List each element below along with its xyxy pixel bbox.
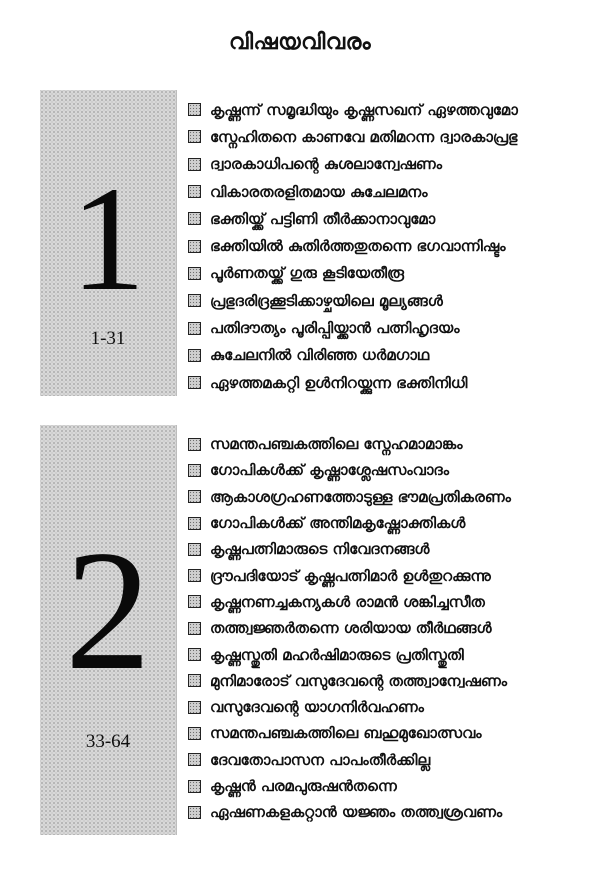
square-bullet-icon (188, 158, 201, 171)
square-bullet-icon (188, 648, 201, 661)
section-number: 1 (70, 156, 146, 322)
square-bullet-icon (188, 806, 201, 819)
toc-item (188, 694, 511, 720)
square-bullet-icon (188, 267, 201, 280)
square-bullet-icon (188, 349, 201, 362)
toc-item (188, 314, 518, 341)
toc-item (188, 260, 518, 287)
toc-item (188, 773, 511, 799)
toc-item (188, 342, 518, 369)
toc-item (188, 668, 511, 694)
toc-item (188, 457, 511, 483)
toc-item-title: ഏഷണകളകറ്റാൻ യജ്ഞം തത്ത്വശ്രവണം (210, 803, 503, 822)
toc-list (188, 431, 511, 825)
square-bullet-icon (188, 517, 201, 530)
square-bullet-icon (188, 240, 201, 253)
toc-item-title: കുചേലനിൽ വിരിഞ്ഞ ധർമഗാഥ (210, 346, 430, 365)
toc-item-title: ദ്വാരകാധിപന്റെ കുശലാന്വേഷണം (210, 155, 442, 174)
section-number-panel (40, 90, 177, 396)
square-bullet-icon (188, 543, 201, 556)
toc-item (188, 562, 511, 588)
toc-item-title: ഭക്തിയ്ക്ക് പട്ടിണി തീർക്കാനാവുമോ (210, 209, 436, 228)
toc-item-title: പൂർണതയ്ക്ക് ഗുരു കൂടിയേതീരൂ (210, 264, 404, 283)
toc-item-title: കൃഷ്ണൻ പരമപുരുഷൻതന്നെ (210, 777, 397, 795)
square-bullet-icon (188, 376, 201, 389)
square-bullet-icon (188, 701, 201, 714)
toc-item (188, 747, 511, 773)
toc-item (188, 799, 511, 825)
toc-section-1 (40, 90, 580, 396)
toc-list (188, 96, 518, 396)
toc-item-title: വികാരതരളിതമായ കുചേലമനം (210, 182, 428, 201)
toc-item-title: പ്രഭുദരിദ്രക്കൂടിക്കാഴ്ചയിലെ മൂല്യങ്ങൾ (210, 291, 443, 310)
page-title: വിഷയവിവരം (228, 30, 372, 55)
square-bullet-icon (188, 595, 201, 608)
toc-item-title: ആകാശഗ്രഹണത്തോടുള്ള ഭൗമപ്രതികരണം (210, 487, 511, 506)
square-bullet-icon (188, 490, 201, 503)
toc-item-title: ഗോപികൾക്ക് അന്തിമകൃഷ്ണോക്തികൾ (210, 514, 466, 533)
square-bullet-icon (188, 674, 201, 687)
toc-item-title: കൃഷ്ണസ്തുതി മഹർഷിമാരുടെ പ്രതിസ്തുതി (210, 645, 464, 664)
toc-item (188, 96, 518, 123)
toc-item-title: ദേവതോപാസന പാപംതീർക്കില്ല (210, 750, 431, 769)
square-bullet-icon (188, 780, 201, 793)
toc-item (188, 287, 518, 314)
toc-item (188, 431, 511, 457)
toc-item (188, 510, 511, 536)
toc-item (188, 641, 511, 667)
toc-section-2 (40, 425, 580, 835)
toc-item (188, 232, 518, 259)
section-page-range: 33-64 (85, 731, 131, 752)
square-bullet-icon (188, 294, 201, 307)
toc-item (188, 615, 511, 641)
toc-item-title: ഗോപികൾക്ക് കൃഷ്ണാശ്ലേഷസംവാദം (210, 461, 449, 480)
toc-item (188, 536, 511, 562)
section-number: 2 (65, 516, 151, 706)
square-bullet-icon (188, 727, 201, 740)
toc-item-title: കൃഷ്ണനണച്ചകന്യകൾ രാമൻ ശങ്കിച്ചസീത (210, 592, 485, 611)
toc-item-title: പതിദൗത്യം പൂരിപ്പിയ്ക്കാൻ പത്നിഹൃദയം (210, 319, 460, 338)
toc-item (188, 151, 518, 178)
square-bullet-icon (188, 753, 201, 766)
toc-item-title: കൃഷ്ണപത്നിമാരുടെ നിവേദനങ്ങൾ (210, 540, 430, 559)
toc-item-title: ഭക്തിയിൽ കുതിർത്തതുതന്നെ ഭഗവാന്നിഷ്ടം (210, 237, 506, 256)
square-bullet-icon (188, 464, 201, 477)
toc-item (188, 205, 518, 232)
square-bullet-icon (188, 569, 201, 582)
toc-item (188, 178, 518, 205)
toc-item-title: വസുദേവന്റെ യാഗനിർവഹണം (210, 698, 424, 717)
toc-item-title: ഏഴത്തമകറ്റി ഉൾനിറയ്ക്കുന്ന ഭക്തിനിധി (210, 373, 468, 392)
toc-item-title: ദ്രൗപദിയോട് കൃഷ്ണപത്നിമാർ ഉൾതുറക്കുന്നു (210, 566, 491, 585)
square-bullet-icon (188, 212, 201, 225)
toc-item-title: തത്ത്വജ്ഞർതന്നെ ശരിയായ തീർഥങ്ങൾ (210, 619, 492, 638)
toc-item-title: സമന്തപഞ്ചകത്തിലെ ബഹുമുഖോത്സവം (210, 724, 482, 743)
section-number-panel (40, 425, 177, 835)
square-bullet-icon (188, 622, 201, 635)
toc-item (188, 369, 518, 396)
toc-item (188, 484, 511, 510)
toc-item-title: കൃഷ്ണന്ന് സമൃദ്ധിയും കൃഷ്ണസഖന് ഏഴത്തവുമോ (210, 100, 518, 119)
square-bullet-icon (188, 130, 201, 143)
square-bullet-icon (188, 103, 201, 116)
toc-item-title: സമന്തപഞ്ചകത്തിലെ സ്നേഹമാമാങ്കം (210, 435, 463, 454)
toc-item (188, 123, 518, 150)
toc-item (188, 720, 511, 746)
toc-item (188, 589, 511, 615)
square-bullet-icon (188, 322, 201, 335)
square-bullet-icon (188, 185, 201, 198)
square-bullet-icon (188, 438, 201, 451)
toc-item-title: മുനിമാരോട് വസുദേവന്റെ തത്ത്വാന്വേഷണം (210, 671, 508, 690)
section-page-range: 1-31 (90, 328, 126, 349)
toc-item-title: സ്നേഹിതനെ കാണവേ മതിമറന്ന ദ്വാരകാപ്രഭു (210, 127, 518, 146)
